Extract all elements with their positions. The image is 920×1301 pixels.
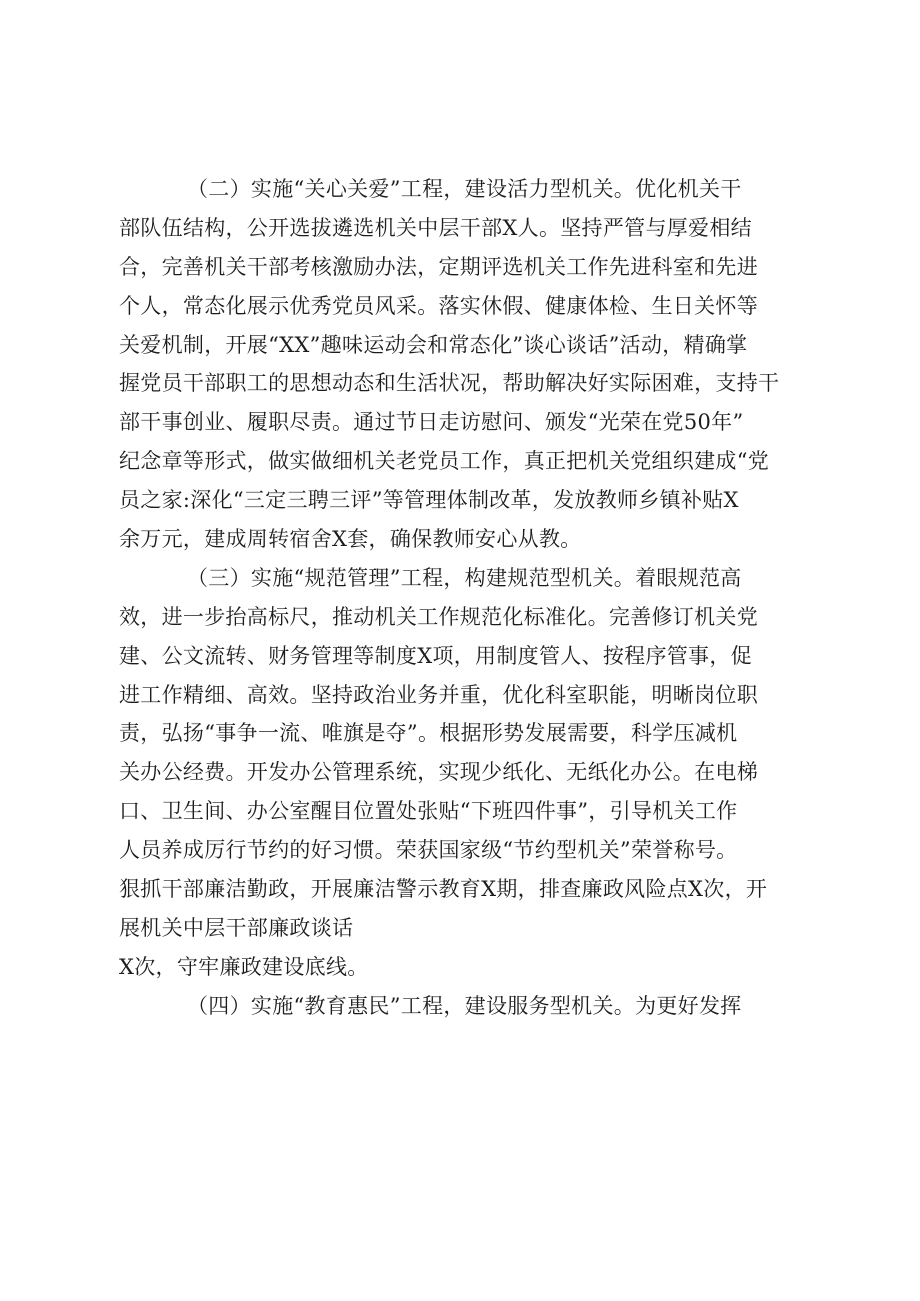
text-line: 进工作精细、高效。坚持政治业务并重，优化科室职能，明晰岗位职 (119, 682, 758, 707)
text-line: 部干事创业、履职尽责。通过节日走访慰问、颁发“光荣在党50年” (119, 410, 744, 435)
text-line: 纪念章等形式，做实做细机关老党员工作，真正把机关党组织建成“党 (119, 449, 770, 474)
text-line: 关爱机制，开展“XX”趣味运动会和常态化”谈心谈话”活动，精确掌 (119, 332, 748, 357)
text-line: 责，弘扬“事争一流、唯旗是夺”。根据形势发展需要，科学压减机 (119, 721, 738, 746)
text-line: 口、卫生间、办公室醒目位置处张贴“下班四件事”，引导机关工作 (119, 799, 738, 824)
document-body (119, 170, 819, 1026)
text-line: 展机关中层干部廉政谈话 (119, 915, 354, 940)
text-line: 个人，常态化展示优秀党员风采。落实休假、健康体检、生日关怀等 (119, 293, 758, 318)
text-line: 建、公文流转、财务管理等制度X项，用制度管人、按程序管事，促 (119, 643, 752, 668)
text-line: 余万元，建成周转宿舍X套，确保教师安心从教。 (119, 527, 582, 552)
text-line: 握党员干部职工的思想动态和生活状况，帮助解决好实际困难，支持干 (119, 371, 780, 396)
text-line: 部队伍结构，公开选拔遴选机关中层干部X人。坚持严管与厚爱相结 (119, 215, 752, 240)
text-line: X次，守牢廉政建设底线。 (119, 954, 369, 979)
paragraph-2-heading-line: （二）实施“关心关爱”工程，建设活力型机关。优化机关干 (187, 177, 742, 201)
text-line: 合，完善机关干部考核激励办法，定期评选机关工作先进科室和先进 (119, 254, 758, 279)
paragraph-3-heading-line: （三）实施“规范管理”工程，构建规范型机关。着眼规范高 (187, 565, 742, 590)
text-line: 狠抓干部廉洁勤政，开展廉洁警示教育X期，排查廉政风险点X次，开 (119, 877, 768, 902)
text-line: 人员养成厉行节约的好习惯。荣获国家级“节约型机关”荣誉称号。 (119, 838, 738, 863)
text-line: 关办公经费。开发办公管理系统，实现少纸化、无纸化办公。在电梯 (119, 760, 758, 785)
text-line: 员之家:深化“三定三聘三评”等管理体制改革，发放教师乡镇补贴X (119, 488, 739, 513)
text-line: 效，进一步抬高标尺，推动机关工作规范化标准化。完善修订机关党 (119, 604, 758, 629)
paragraph-4-heading-line: （四）实施“教育惠民”工程，建设服务型机关。为更好发挥 (187, 993, 742, 1018)
